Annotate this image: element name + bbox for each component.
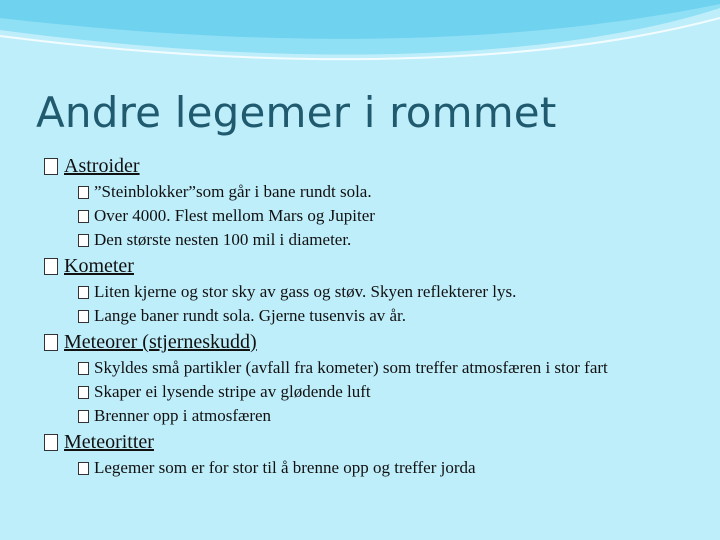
section-heading: Meteoritter [44, 430, 704, 454]
bullet-box-icon [78, 362, 89, 375]
bullet-box-icon [78, 234, 89, 247]
bullet-box-icon [44, 434, 58, 451]
bullet-box-icon [44, 258, 58, 275]
list-item: Brenner opp i atmosfæren [78, 406, 704, 426]
section-heading: Meteorer (stjerneskudd) [44, 330, 704, 354]
bullet-box-icon [78, 386, 89, 399]
list-item: Lange baner rundt sola. Gjerne tusenvis av år. [78, 306, 704, 326]
slide-content [44, 150, 704, 478]
section-heading: Astroider [44, 154, 704, 178]
list-item: Liten kjerne og stor sky av gass og støv. Skyen reflekterer lys. [78, 282, 704, 302]
list-item: Legemer som er for stor til å brenne opp og treffer jorda [78, 458, 704, 478]
slide-title: Andre legemer i rommet [36, 88, 557, 137]
bullet-box-icon [78, 210, 89, 223]
bullet-box-icon [78, 310, 89, 323]
bullet-box-icon [78, 462, 89, 475]
list-item: Skyldes små partikler (avfall fra kometer) som treffer atmosfæren i stor fart [78, 358, 704, 378]
bullet-box-icon [78, 186, 89, 199]
list-item: ”Steinblokker”som går i bane rundt sola. [78, 182, 704, 202]
bullet-box-icon [78, 286, 89, 299]
list-item: Over 4000. Flest mellom Mars og Jupiter [78, 206, 704, 226]
section-heading: Kometer [44, 254, 704, 278]
bullet-box-icon [44, 334, 58, 351]
header-wave-decoration [0, 0, 720, 70]
bullet-box-icon [44, 158, 58, 175]
bullet-box-icon [78, 410, 89, 423]
list-item: Skaper ei lysende stripe av glødende luft [78, 382, 704, 402]
list-item: Den største nesten 100 mil i diameter. [78, 230, 704, 250]
